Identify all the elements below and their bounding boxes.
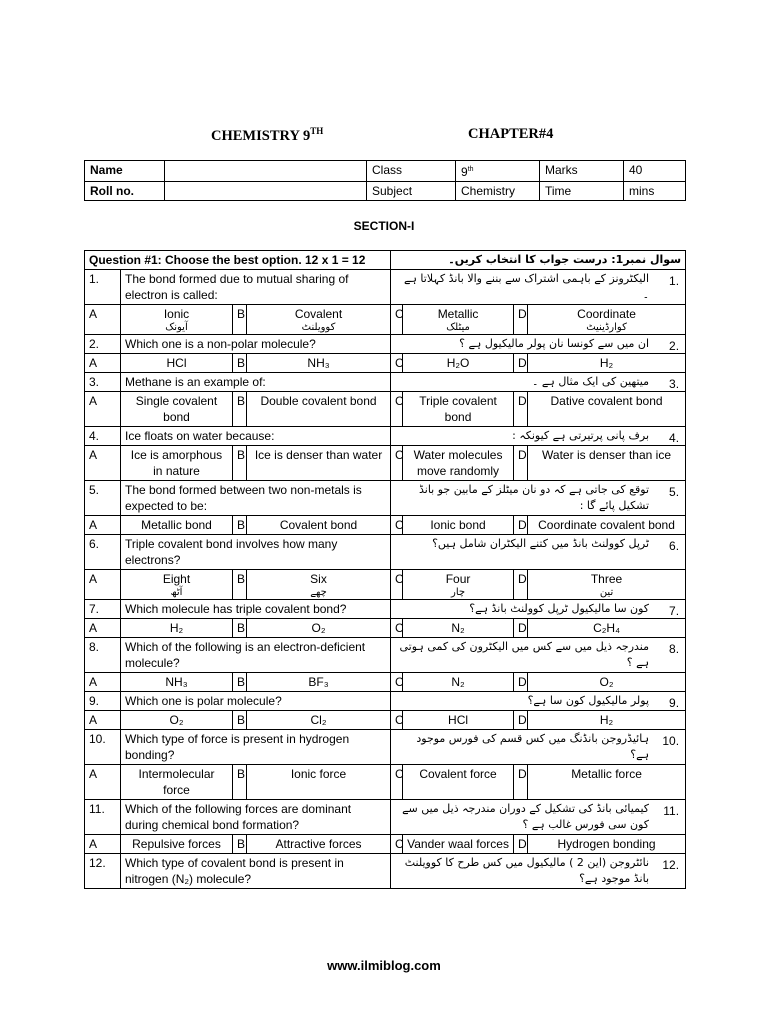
question-text-ur-cell (391, 730, 686, 765)
question-number-ur: 6. (669, 539, 680, 553)
option-text: Repulsive forces (132, 837, 221, 851)
question-number: 7. (85, 600, 121, 619)
option-letter: C (391, 765, 403, 800)
question-number-ur: 2. (669, 339, 680, 353)
option-letter: B (233, 570, 247, 600)
option-text: NH₃ (165, 675, 188, 689)
question-row (85, 600, 686, 619)
option-choice[interactable] (121, 516, 233, 535)
option-text: Water molecules move randomly (413, 448, 503, 478)
option-letter: D (514, 619, 528, 638)
option-choice[interactable] (403, 765, 514, 800)
question-text-en: Which of the following forces are dominant during chemical bond formation? (121, 800, 391, 835)
option-text: HCl (166, 356, 187, 370)
question-number: 3. (85, 373, 121, 392)
options-row (85, 354, 686, 373)
options-row (85, 711, 686, 730)
option-text-ur: چار (451, 587, 466, 598)
question-number-ur: 5. (669, 485, 680, 499)
question-row (85, 730, 686, 765)
option-letter: A (85, 570, 121, 600)
option-choice[interactable] (528, 570, 686, 600)
question-text-ur-cell (391, 535, 686, 570)
question-row (85, 335, 686, 354)
option-choice[interactable] (403, 673, 514, 692)
option-choice[interactable] (247, 354, 391, 373)
option-letter: B (233, 619, 247, 638)
question-row (85, 427, 686, 446)
question-text-ur: ان میں سے کونسا نان پولر مالیکیول ہے ؟ (459, 337, 650, 350)
option-choice[interactable] (403, 392, 514, 427)
question-text-ur: میتھین کی ایک مثال ہے ۔ (531, 375, 650, 388)
question-row (85, 481, 686, 516)
option-text: Four (445, 572, 471, 586)
option-choice[interactable] (528, 354, 686, 373)
option-text: Ice is denser than water (254, 448, 383, 462)
question-row (85, 854, 686, 889)
option-text: Ionic force (290, 767, 347, 781)
option-choice[interactable] (403, 835, 514, 854)
question-number-ur: 7. (669, 604, 680, 618)
class-value: 9th (456, 161, 540, 182)
question-number: 4. (85, 427, 121, 446)
question-number-ur: 4. (669, 431, 680, 445)
option-letter: D (514, 673, 528, 692)
roll-label: Roll no. (85, 182, 165, 201)
question-row (85, 535, 686, 570)
option-text: O₂ (599, 675, 614, 689)
option-choice[interactable] (528, 446, 686, 481)
time-label: Time (540, 182, 624, 201)
option-letter: D (514, 765, 528, 800)
option-choice[interactable] (403, 305, 514, 335)
option-letter: D (514, 392, 528, 427)
option-text: Double covalent bond (260, 394, 377, 408)
question-header-ur: سوال نمبر1: درست جواب کا انتخاب کریں۔ (391, 251, 686, 270)
mcq-table (84, 250, 686, 889)
option-choice[interactable] (247, 835, 391, 854)
option-choice[interactable] (121, 354, 233, 373)
question-text-ur-cell (391, 800, 686, 835)
option-text: Eight (162, 572, 191, 586)
question-text-en: Which molecule has triple covalent bond? (121, 600, 391, 619)
question-text-en: Methane is an example of: (121, 373, 391, 392)
option-choice[interactable] (528, 711, 686, 730)
footer-website: www.ilmiblog.com (327, 958, 441, 973)
option-letter: A (85, 765, 121, 800)
option-text: Coordinate covalent bond (538, 518, 675, 532)
option-letter: A (85, 516, 121, 535)
chemistry-title: CHEMISTRY 9TH (211, 126, 324, 144)
option-text: H₂ (599, 356, 614, 370)
option-letter: A (85, 673, 121, 692)
question-text-ur: پولر مالیکیول کون سا ہے؟ (527, 694, 650, 707)
option-choice[interactable] (528, 392, 686, 427)
option-choice[interactable] (403, 570, 514, 600)
question-text-en: Triple covalent bond involves how many electrons? (121, 535, 391, 570)
options-row (85, 673, 686, 692)
option-letter: C (391, 711, 403, 730)
option-choice[interactable] (247, 765, 391, 800)
question-row (85, 270, 686, 305)
option-choice[interactable] (528, 305, 686, 335)
option-text: Coordinate (577, 307, 636, 321)
option-text: C₂H₄ (593, 621, 620, 635)
option-choice[interactable] (121, 446, 233, 481)
option-letter: C (391, 516, 403, 535)
option-text: H₂ (599, 713, 614, 727)
question-number: 2. (85, 335, 121, 354)
option-letter: A (85, 711, 121, 730)
option-letter: A (85, 835, 121, 854)
option-choice[interactable] (247, 392, 391, 427)
question-text-en: Which type of force is present in hydrogen bonding? (121, 730, 391, 765)
question-number: 11. (85, 800, 121, 835)
option-letter: B (233, 516, 247, 535)
option-letter: B (233, 711, 247, 730)
option-text-ur: تین (599, 587, 614, 598)
option-letter: D (514, 305, 528, 335)
question-text-ur-cell (391, 481, 686, 516)
option-letter: C (391, 835, 403, 854)
question-text-ur-cell (391, 270, 686, 305)
option-text: Covalent bond (279, 518, 358, 532)
option-choice[interactable] (403, 446, 514, 481)
question-text-en: The bond formed between two non-metals is expected to be: (121, 481, 391, 516)
option-text-ur: چھے (310, 587, 327, 598)
question-text-ur-cell (391, 692, 686, 711)
options-row (85, 619, 686, 638)
option-text: BF₃ (308, 675, 329, 689)
option-choice[interactable] (247, 570, 391, 600)
question-number-ur: 12. (662, 858, 680, 872)
question-text-ur-cell (391, 600, 686, 619)
option-text: NH₃ (307, 356, 330, 370)
option-text-ur: میٹلک (446, 322, 470, 333)
option-choice[interactable] (247, 711, 391, 730)
option-letter: C (391, 305, 403, 335)
option-text: N₂ (451, 621, 465, 635)
option-choice[interactable] (247, 446, 391, 481)
option-letter: B (233, 673, 247, 692)
options-row (85, 570, 686, 600)
question-text-en: The bond formed due to mutual sharing of electron is called: (121, 270, 391, 305)
marks-label: Marks (540, 161, 624, 182)
option-letter: A (85, 446, 121, 481)
option-text-ur: کوویلنٹ (301, 322, 336, 333)
option-letter: B (233, 354, 247, 373)
option-text: O₂ (169, 713, 184, 727)
question-header-en: Question #1: Choose the best option. 12 x 1 = 12 (85, 251, 391, 270)
option-text: Ionic bond (430, 518, 486, 532)
option-text: N₂ (451, 675, 465, 689)
question-number-ur: 1. (669, 274, 680, 288)
marks-value: 40 (624, 161, 686, 182)
option-text: Triple covalent bond (419, 394, 497, 424)
option-letter: C (391, 392, 403, 427)
option-choice[interactable] (403, 711, 514, 730)
option-choice[interactable] (247, 305, 391, 335)
option-choice[interactable] (528, 835, 686, 854)
question-row (85, 373, 686, 392)
option-letter: C (391, 570, 403, 600)
roll-field[interactable] (165, 182, 367, 201)
option-text: Vander waal forces (407, 837, 509, 851)
option-choice[interactable] (403, 516, 514, 535)
name-label: Name (85, 161, 165, 182)
option-letter: C (391, 446, 403, 481)
option-letter: B (233, 392, 247, 427)
question-text-ur: برف پانی پرتیرتی ہے کیونکہ : (512, 429, 650, 442)
question-number: 6. (85, 535, 121, 570)
option-letter: D (514, 711, 528, 730)
subject-label: Subject (367, 182, 456, 201)
option-choice[interactable] (528, 765, 686, 800)
question-row (85, 692, 686, 711)
option-choice[interactable] (121, 305, 233, 335)
options-row (85, 305, 686, 335)
option-choice[interactable] (121, 392, 233, 427)
option-letter: A (85, 392, 121, 427)
option-letter: C (391, 673, 403, 692)
option-text: Hydrogen bonding (557, 837, 656, 851)
option-choice[interactable] (121, 835, 233, 854)
option-text: Single covalent bond (135, 394, 218, 424)
question-row (85, 638, 686, 673)
name-field[interactable] (165, 161, 367, 182)
chapter-title: CHAPTER#4 (468, 126, 554, 142)
student-info-table (84, 160, 686, 201)
option-choice[interactable] (121, 765, 233, 800)
option-text: Water is denser than ice (542, 448, 671, 462)
option-letter: B (233, 446, 247, 481)
question-text-en: Ice floats on water because: (121, 427, 391, 446)
option-choice[interactable] (247, 673, 391, 692)
question-number-ur: 10. (662, 734, 680, 748)
question-number: 9. (85, 692, 121, 711)
option-letter: D (514, 446, 528, 481)
question-number: 5. (85, 481, 121, 516)
option-text: Six (310, 572, 327, 586)
option-letter: D (514, 835, 528, 854)
options-row (85, 835, 686, 854)
question-text-en: Which one is polar molecule? (121, 692, 391, 711)
question-text-en: Which one is a non-polar molecule? (121, 335, 391, 354)
option-text: Attractive forces (275, 837, 362, 851)
question-text-ur-cell (391, 373, 686, 392)
option-letter: A (85, 305, 121, 335)
option-choice[interactable] (121, 711, 233, 730)
question-text-ur: ہائیڈروجن بانڈنگ میں کس قسم کی فورس موجود ہے؟ (416, 732, 650, 761)
question-number-ur: 11. (663, 804, 680, 818)
question-text-ur: ٹرپل کوولنٹ بانڈ میں کتنے الیکٹران شامل ہیں؟ (432, 537, 650, 550)
option-choice[interactable] (528, 619, 686, 638)
option-text-ur: کوارڈینیٹ (586, 322, 627, 333)
question-text-en: Which type of covalent bond is present in nitrogen (N₂) molecule? (121, 854, 391, 889)
option-text: Metallic (437, 307, 479, 321)
question-text-ur: کون سا مالیکیول ٹرپل کوولنٹ بانڈ ہے؟ (469, 602, 650, 615)
option-text: Intermolecular force (138, 767, 215, 797)
option-text: Cl₂ (310, 713, 327, 727)
question-text-ur-cell (391, 335, 686, 354)
options-row (85, 765, 686, 800)
option-letter: D (514, 570, 528, 600)
question-number: 12. (85, 854, 121, 889)
question-text-ur-cell (391, 427, 686, 446)
option-text: Metallic force (571, 767, 642, 781)
option-choice[interactable] (121, 570, 233, 600)
class-label: Class (367, 161, 456, 182)
option-letter: D (514, 354, 528, 373)
question-number: 8. (85, 638, 121, 673)
option-text: Dative covalent bond (550, 394, 663, 408)
option-text: Covalent force (419, 767, 497, 781)
option-text-ur: آٹھ (170, 587, 183, 598)
question-text-ur-cell (391, 854, 686, 889)
question-row (85, 800, 686, 835)
option-text: H₂O (446, 356, 470, 370)
option-choice[interactable] (247, 516, 391, 535)
option-letter: C (391, 619, 403, 638)
options-row (85, 516, 686, 535)
option-choice[interactable] (121, 673, 233, 692)
subject-value: Chemistry (456, 182, 540, 201)
option-letter: B (233, 305, 247, 335)
option-choice[interactable] (403, 354, 514, 373)
option-text-ur: آیونک (165, 322, 188, 333)
option-letter: B (233, 765, 247, 800)
question-header-row (85, 251, 686, 270)
question-text-ur: توقع کی جاتی ہے کہ دو نان میٹلز کے مابین جو بانڈ تشکیل پائے گا : (418, 483, 650, 512)
option-choice[interactable] (121, 619, 233, 638)
options-row (85, 446, 686, 481)
option-choice[interactable] (528, 516, 686, 535)
question-text-ur: نائٹروجن (این 2 ) مالیکیول میں کس طرح کا کوویلنٹ بانڈ موجود ہے؟ (404, 856, 650, 885)
option-choice[interactable] (528, 673, 686, 692)
question-number-ur: 3. (669, 377, 680, 391)
question-text-ur: کیمیائی بانڈ کی تشکیل کے دوران مندرجہ ذیل میں سے کون سی فورس غالب ہے ؟ (402, 802, 650, 831)
option-text: Metallic bond (141, 518, 212, 532)
question-text-ur: مندرجہ ذیل میں سے کس میں الیکٹرون کی کمی ہوتی ہے ؟ (399, 640, 650, 669)
question-number: 1. (85, 270, 121, 305)
option-choice[interactable] (247, 619, 391, 638)
question-number-ur: 8. (669, 642, 680, 656)
option-letter: A (85, 619, 121, 638)
option-text: Ionic (163, 307, 190, 321)
option-letter: A (85, 354, 121, 373)
option-text: HCl (448, 713, 469, 727)
time-value: mins (624, 182, 686, 201)
question-number: 10. (85, 730, 121, 765)
question-number-ur: 9. (669, 696, 680, 710)
option-letter: C (391, 354, 403, 373)
option-letter: B (233, 835, 247, 854)
question-text-ur: الیکٹرونز کے باہمی اشتراک سے بننے والا بانڈ کہلاتا ہے ۔ (404, 272, 650, 301)
option-choice[interactable] (403, 619, 514, 638)
option-text: Covalent (294, 307, 343, 321)
question-text-ur-cell (391, 638, 686, 673)
section-title: SECTION-I (353, 219, 415, 233)
option-letter: D (514, 516, 528, 535)
option-text: O₂ (311, 621, 326, 635)
question-text-en: Which of the following is an electron-deficient molecule? (121, 638, 391, 673)
options-row (85, 392, 686, 427)
option-text: H₂ (169, 621, 184, 635)
option-text: Three (590, 572, 623, 586)
option-text: Ice is amorphous in nature (130, 448, 223, 478)
